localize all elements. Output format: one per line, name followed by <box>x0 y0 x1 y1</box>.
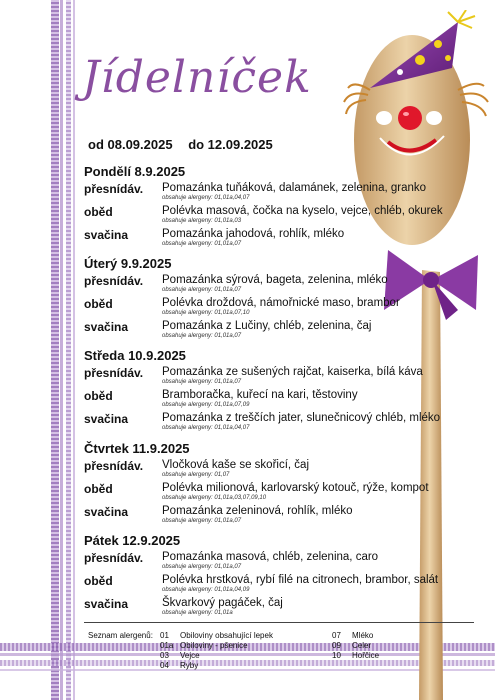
page-title: Jídelníček <box>82 52 312 103</box>
meal-row <box>84 205 484 228</box>
day-title: Čtvrtek 11.9.2025 <box>84 441 190 456</box>
day-block <box>84 164 484 251</box>
meal-allergens: obsahuje alergeny: 01,01a,04,07 <box>162 425 250 431</box>
meal-row <box>84 597 484 620</box>
day-block <box>84 348 484 435</box>
meal-text: Pomazánka jahodová, rohlík, mléko <box>162 228 345 240</box>
meal-label: přesnídáv. <box>84 182 144 196</box>
meal-row <box>84 182 484 205</box>
clown-nose <box>398 106 422 130</box>
day-title: Pátek 12.9.2025 <box>84 533 181 548</box>
meal-row <box>84 412 484 435</box>
meal-text: Polévka masová, čočka na kyselo, vejce, chléb, okurek <box>162 205 443 217</box>
meal-text: Polévka milionová, karlovarský kotouč, rýže, kompot <box>162 482 429 494</box>
legend-item: 01a Obiloviny - pšenice <box>160 641 248 650</box>
legend-item: 09 Celer <box>332 641 372 650</box>
meal-allergens: obsahuje alergeny: 01,07 <box>162 472 230 478</box>
meal-text: Bramboračka, kuřecí na kari, těstoviny <box>162 389 358 401</box>
meal-label: přesnídáv. <box>84 366 144 380</box>
meal-label: svačina <box>84 597 129 611</box>
meal-text: Škvarkový pagáček, čaj <box>162 597 283 609</box>
meal-allergens: obsahuje alergeny: 01,01a,03 <box>162 218 242 224</box>
meal-text: Pomazánka masová, chléb, zelenina, caro <box>162 551 379 563</box>
meal-row <box>84 389 484 412</box>
meal-label: přesnídáv. <box>84 459 144 473</box>
legend-item: 01 Obiloviny obsahující lepek <box>160 631 273 640</box>
legend-title: Seznam alergenů: <box>88 631 153 640</box>
meal-row <box>84 366 484 389</box>
meal-label: oběd <box>84 297 113 311</box>
meal-text: Polévka droždová, námořnické maso, brambor <box>162 297 400 309</box>
meal-allergens: obsahuje alergeny: 01,01a,04,07 <box>162 195 250 201</box>
meal-row <box>84 297 484 320</box>
legend-item: 04 Ryby <box>160 661 199 670</box>
meal-row <box>84 320 484 343</box>
meal-label: oběd <box>84 482 113 496</box>
ribbon-vertical <box>51 0 59 700</box>
meal-text: Pomazánka ze sušených rajčat, kaiserka, bílá káva <box>162 366 423 378</box>
meal-label: svačina <box>84 505 129 519</box>
legend-divider <box>84 622 474 623</box>
meal-label: přesnídáv. <box>84 274 144 288</box>
meal-text: Pomazánka z treščích jater, slunečnicový chléb, mléko <box>162 412 441 424</box>
meal-allergens: obsahuje alergeny: 01,01a,07 <box>162 379 242 385</box>
date-to: do 12.09.2025 <box>188 137 273 152</box>
day-block <box>84 441 484 528</box>
meal-text: Pomazánka z Lučiny, chléb, zelenina, čaj <box>162 320 372 332</box>
legend-item: 10 Hořčice <box>332 651 380 660</box>
meal-allergens: obsahuje alergeny: 01,01a,07 <box>162 333 242 339</box>
meal-text: Vločková kaše se skořicí, čaj <box>162 459 310 471</box>
meal-allergens: obsahuje alergeny: 01,01a,07 <box>162 518 242 524</box>
meal-row <box>84 228 484 251</box>
meal-label: svačina <box>84 228 129 242</box>
meal-row <box>84 482 484 505</box>
meal-allergens: obsahuje alergeny: 01,01a,07,09 <box>162 402 250 408</box>
meal-allergens: obsahuje alergeny: 01,01a,07 <box>162 287 242 293</box>
date-from: od 08.09.2025 <box>88 137 173 152</box>
meal-text: Pomazánka sýrová, bageta, zelenina, mléko <box>162 274 388 286</box>
meal-label: oběd <box>84 389 113 403</box>
meal-text: Polévka hrstková, rybí filé na citronech, brambor, salát <box>162 574 439 586</box>
ribbon-vertical <box>73 0 75 700</box>
day-title: Pondělí 8.9.2025 <box>84 164 186 179</box>
meal-row <box>84 574 484 597</box>
date-range <box>88 137 285 152</box>
meal-allergens: obsahuje alergeny: 01,01a,07 <box>162 241 242 247</box>
meal-label: přesnídáv. <box>84 551 144 565</box>
ribbon-vertical <box>60 0 63 700</box>
meal-label: oběd <box>84 205 113 219</box>
meal-allergens: obsahuje alergeny: 01,01a,04,09 <box>162 587 250 593</box>
meal-label: svačina <box>84 320 129 334</box>
meal-label: oběd <box>84 574 113 588</box>
meal-allergens: obsahuje alergeny: 01,01a <box>162 610 233 616</box>
meal-allergens: obsahuje alergeny: 01,01a,03,07,09,10 <box>162 495 267 501</box>
meal-allergens: obsahuje alergeny: 01,01a,07 <box>162 564 242 570</box>
legend-item: 07 Mléko <box>332 631 374 640</box>
meal-row <box>84 505 484 528</box>
meal-allergens: obsahuje alergeny: 01,01a,07,10 <box>162 310 250 316</box>
hat-tassel <box>448 10 475 28</box>
meal-row <box>84 551 484 574</box>
ribbon-vertical <box>66 0 71 700</box>
meal-text: Pomazánka zeleninová, rohlík, mléko <box>162 505 353 517</box>
meal-label: svačina <box>84 412 129 426</box>
day-block <box>84 533 484 620</box>
meal-row <box>84 459 484 482</box>
day-title: Úterý 9.9.2025 <box>84 256 172 271</box>
day-block <box>84 256 484 343</box>
legend-item: 03 Vejce <box>160 651 200 660</box>
day-title: Středa 10.9.2025 <box>84 348 186 363</box>
meal-text: Pomazánka tuňáková, dalamánek, zelenina, granko <box>162 182 427 194</box>
meal-row <box>84 274 484 297</box>
